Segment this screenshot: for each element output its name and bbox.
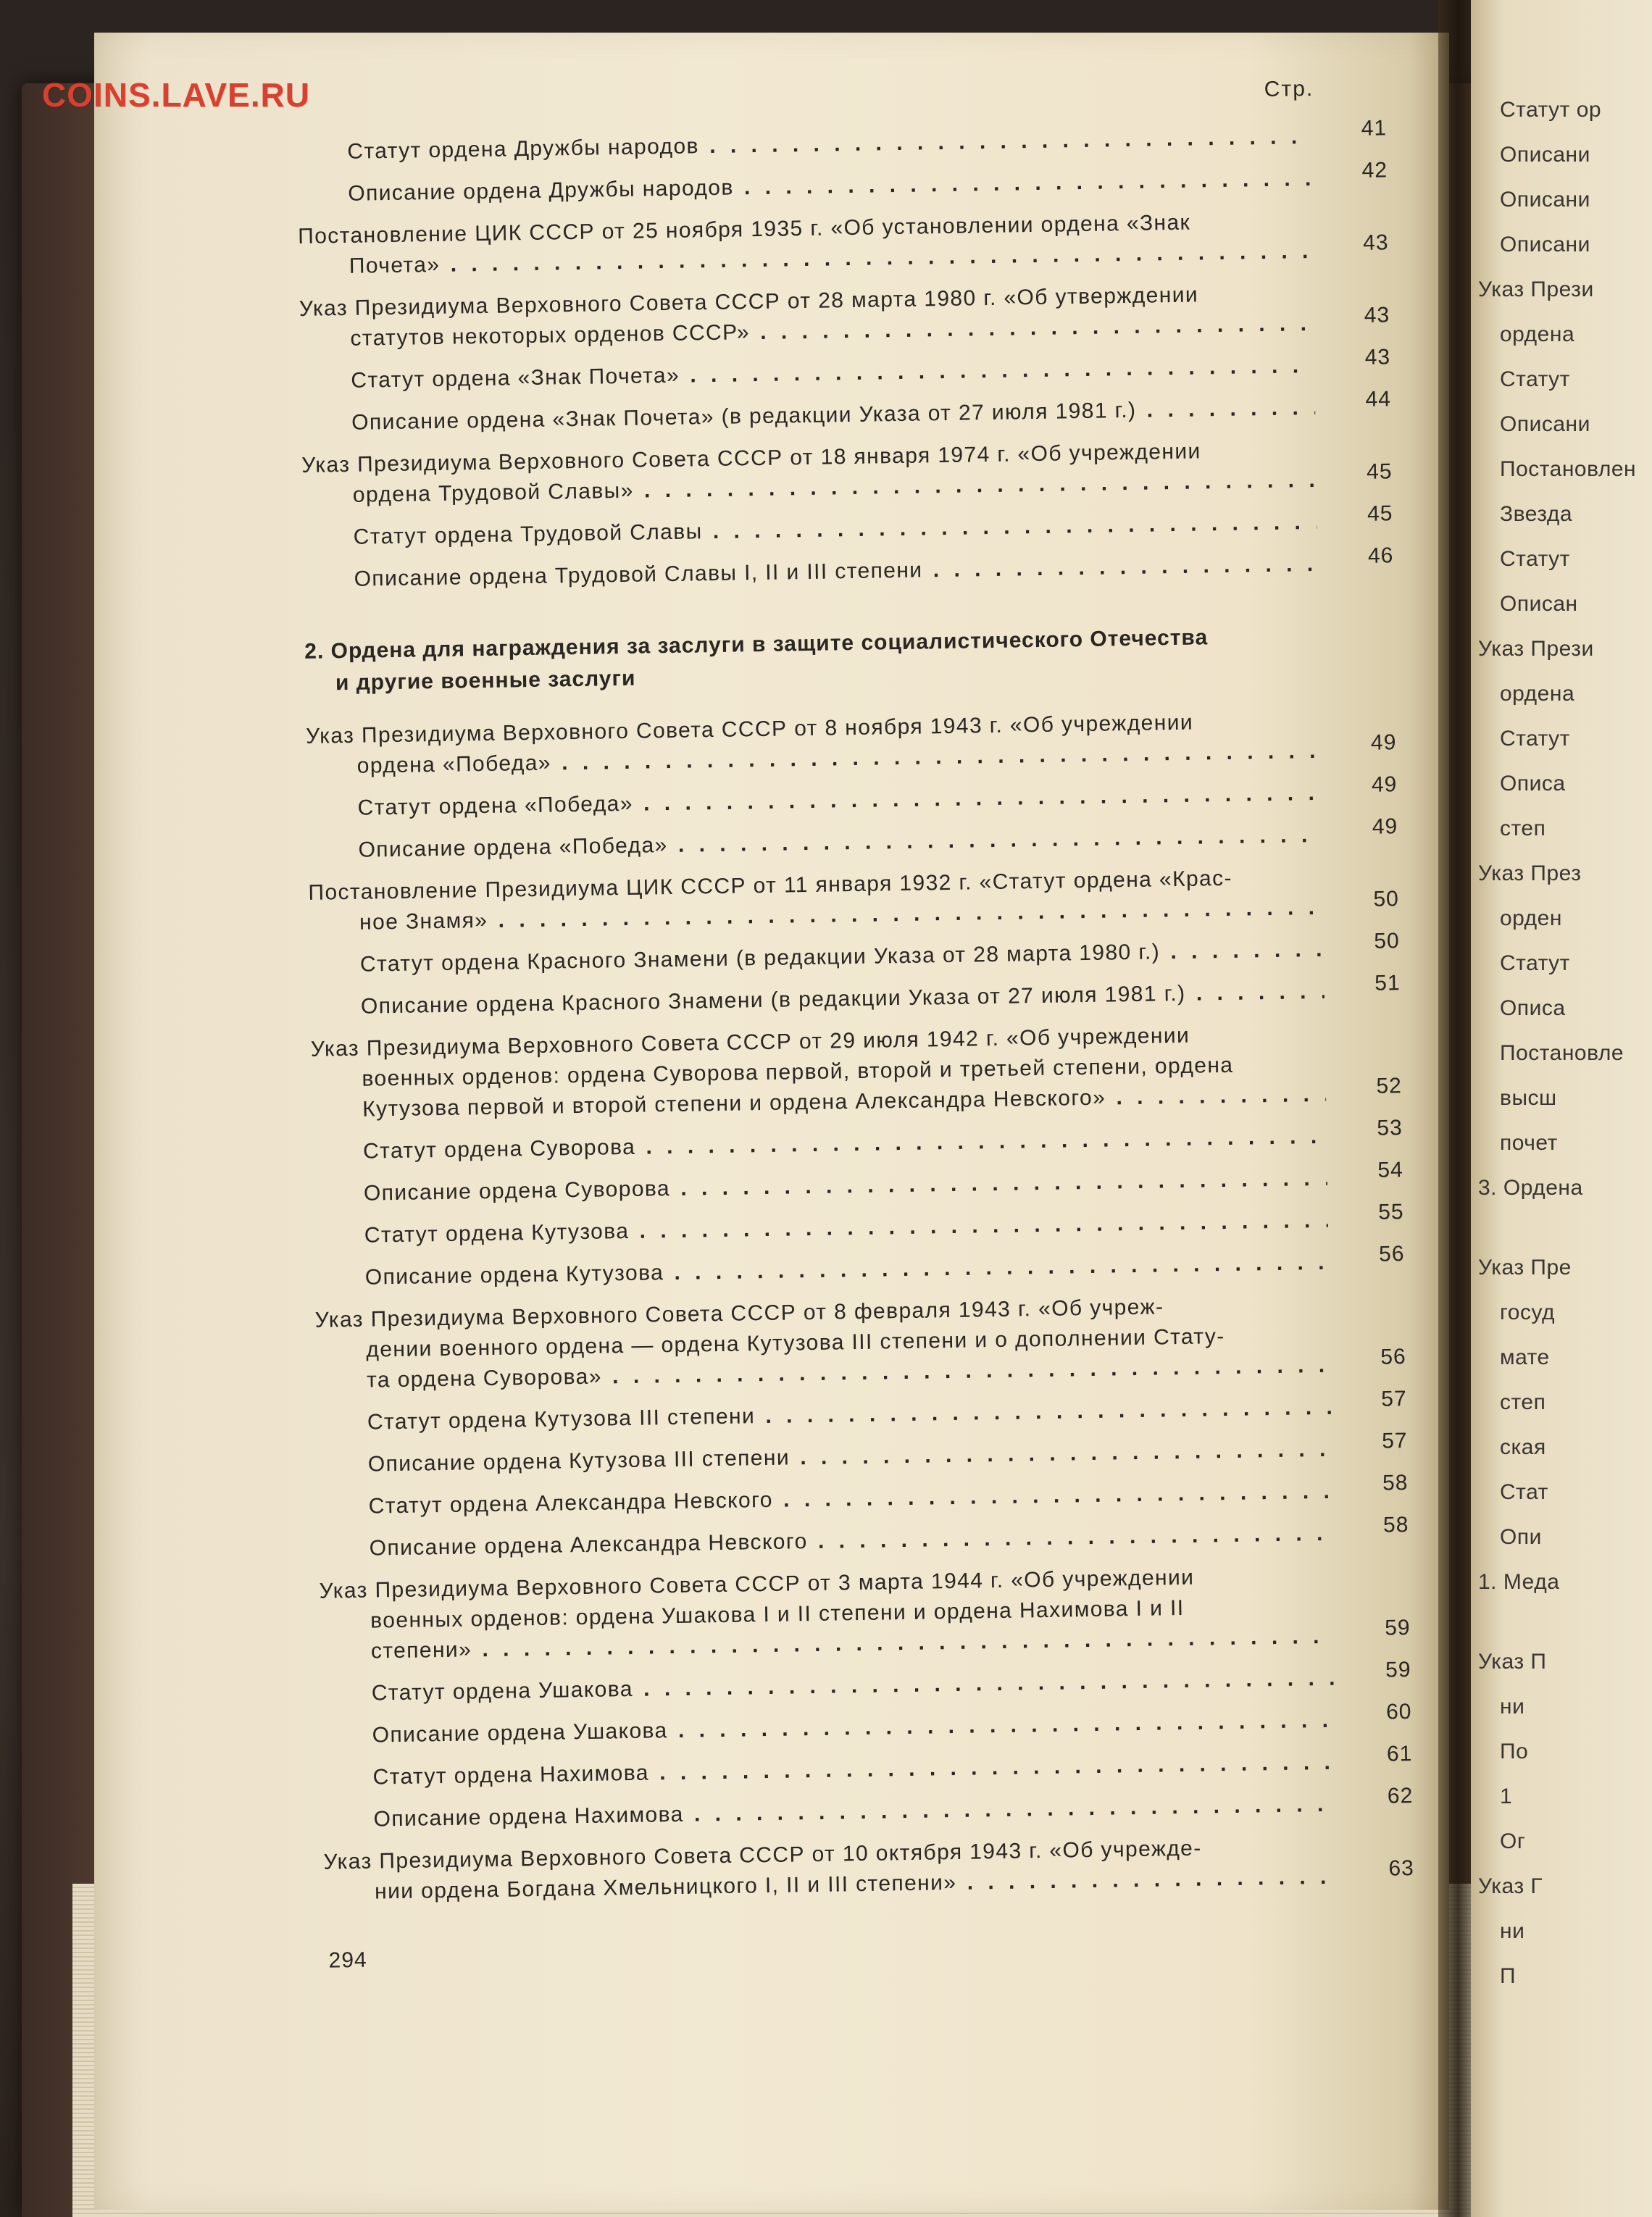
- right-page-text-fragment: ни: [1500, 1695, 1525, 1719]
- toc-page-number: 55: [1377, 1200, 1404, 1224]
- toc-page-number: 43: [1362, 230, 1389, 255]
- toc-entry: [372, 1700, 1412, 1751]
- toc-entry: [367, 1429, 1408, 1480]
- toc-entry: [305, 706, 1397, 782]
- toc-page-number: 62: [1387, 1784, 1414, 1808]
- toc-page-number: 44: [1365, 387, 1392, 412]
- right-page-text-fragment: Статут: [1500, 951, 1570, 975]
- toc-page-number: 49: [1372, 814, 1398, 839]
- toc-entry: [371, 1658, 1411, 1709]
- right-page-text-fragment: Указ През: [1478, 861, 1582, 885]
- right-page-text-fragment: 3. Ордена: [1478, 1176, 1583, 1200]
- toc-entry: [372, 1742, 1413, 1793]
- right-page-text-fragment: почет: [1500, 1131, 1558, 1155]
- right-page-text-fragment: Указ Г: [1478, 1874, 1543, 1898]
- toc-entry-text: Описание ордена Трудовой Славы I, II и III степени . . .: [354, 549, 1317, 595]
- right-page-text-fragment: Указ Пре: [1478, 1256, 1572, 1279]
- toc-entry-text: Указ Президиума Верховного Совета СССР от 10 октября 1943 г. «Об учрежде-: [323, 1836, 1202, 1874]
- toc-entry: [359, 929, 1400, 980]
- right-page-text-fragment: Описа: [1500, 772, 1566, 796]
- toc-entry-text: Описание ордена Александра Невского . . .: [369, 1519, 1332, 1564]
- toc-page-number: 43: [1364, 303, 1390, 327]
- toc-entry-text: та ордена Суворова» . . .: [316, 1350, 1330, 1397]
- watermark: COINS.LAVE.RU: [42, 76, 310, 114]
- right-page-text-fragment: Постановлен: [1500, 457, 1637, 481]
- toc-page-number: 56: [1378, 1242, 1405, 1266]
- toc-entry-text: Указ Президиума Верховного Совета СССР от 29 июля 1942 г. «Об учреждении: [310, 1023, 1190, 1061]
- toc-entry-text: статутов некоторых орденов СССР» . . .: [299, 309, 1314, 355]
- right-page-text-fragment: ордена: [1500, 682, 1575, 706]
- right-page-text-fragment: высш: [1500, 1086, 1557, 1110]
- toc-page-number: 52: [1376, 1074, 1403, 1098]
- toc-page-number: 49: [1371, 772, 1398, 797]
- section-heading: [304, 620, 1319, 700]
- right-page: [1471, 0, 1652, 2217]
- toc-entry-text: Статут ордена Кутузова III степени . . .: [367, 1393, 1331, 1438]
- toc-entry: [354, 543, 1394, 595]
- toc-entry: [363, 1158, 1403, 1209]
- toc-page-number: 45: [1367, 501, 1393, 526]
- toc-entry: [351, 387, 1392, 438]
- toc-entry-text: Описание ордена Дружбы народов . . .: [348, 164, 1311, 209]
- right-page-text-fragment: орден: [1500, 906, 1562, 930]
- toc-page-number: 41: [1361, 116, 1388, 141]
- toc-page-number: 50: [1373, 887, 1400, 911]
- toc-entry-text: степени» . . .: [320, 1621, 1335, 1668]
- right-page-text-fragment: Звезда: [1500, 502, 1573, 526]
- table-of-contents: [296, 70, 1415, 2006]
- right-page-text-fragment: Ог: [1500, 1829, 1526, 1853]
- right-page-text-fragment: ордена: [1500, 322, 1575, 346]
- toc-page-number: 63: [1388, 1856, 1415, 1881]
- toc-entry: [310, 1019, 1403, 1126]
- toc-entry: [358, 814, 1398, 866]
- toc-entry: [357, 772, 1398, 824]
- right-page-text-fragment: Указ Прези: [1478, 637, 1594, 661]
- toc-entry: [297, 206, 1389, 283]
- right-page-text-fragment: Описани: [1500, 143, 1590, 167]
- toc-entry-text: Постановление ЦИК СССР от 25 ноября 1935 г. «Об установлении ордена «Знак: [297, 210, 1191, 249]
- toc-entry-text: Описание ордена Кутузова . . .: [365, 1248, 1329, 1293]
- right-page-text-fragment: Описани: [1500, 233, 1590, 256]
- toc-entry-text: Указ Президиума Верховного Совета СССР от 8 февраля 1943 г. «Об учреж-: [314, 1295, 1164, 1332]
- toc-entry: [368, 1471, 1409, 1522]
- toc-entry: [373, 1784, 1414, 1835]
- toc-entry: [301, 435, 1393, 512]
- right-page-text-fragment: Описани: [1500, 188, 1590, 212]
- toc-page-number: 43: [1364, 345, 1391, 370]
- toc-entry-text: Статут ордена Нахимова . . .: [372, 1748, 1336, 1793]
- toc-page-number: 61: [1386, 1742, 1413, 1766]
- toc-entry-text: Статут ордена «Победа» . . .: [357, 778, 1321, 824]
- toc-entry-text: Указ Президиума Верховного Совета СССР от 3 марта 1944 г. «Об учреждении: [319, 1565, 1195, 1603]
- toc-entry: [351, 345, 1391, 396]
- toc-entry: [362, 1116, 1403, 1167]
- toc-entry: [369, 1513, 1409, 1564]
- toc-page-number: 58: [1382, 1513, 1409, 1537]
- toc-entry: [367, 1387, 1407, 1438]
- toc-entry: [364, 1200, 1404, 1251]
- toc-entry: [319, 1561, 1411, 1668]
- toc-entry-text: Статут ордена Суворова . . .: [363, 1122, 1327, 1167]
- toc-entry-text: Статут ордена Трудовой Славы . . .: [353, 507, 1317, 553]
- toc-entry-text: Указ Президиума Верховного Совета СССР от 8 ноября 1943 г. «Об учреждении: [305, 710, 1194, 748]
- section-heading-line: и другие военные заслуги: [335, 666, 636, 696]
- toc-entry-text: ордена Трудовой Славы» . . .: [302, 465, 1317, 512]
- toc-page-number: 49: [1370, 730, 1397, 755]
- toc-entry-text: военных орденов: ордена Суворова первой, второй и третьей степени, ордена: [362, 1053, 1234, 1091]
- toc-entry-text: нии ордена Богдана Хмельницкого I, II и III степени» . . .: [324, 1862, 1338, 1908]
- toc-entry-text: Описание ордена Суворова . . .: [364, 1164, 1327, 1209]
- right-page-text-fragment: Стат: [1500, 1480, 1548, 1504]
- toc-entry-text: Статут ордена Александра Невского . . .: [368, 1477, 1332, 1522]
- toc-entry: [308, 862, 1400, 939]
- section-heading-line: 2. Ордена для награждения за заслуги в защите социалистического Отечества: [304, 625, 1209, 664]
- toc-entry-text: Статут ордена Красного Знамени (в редакции Указа от 28 марта 1980 г.) . . .: [360, 935, 1324, 980]
- toc-page-number: 56: [1380, 1345, 1406, 1369]
- toc-entry-text: Почета» . . .: [299, 236, 1313, 283]
- toc-entry-text: военных орденов: ордена Ушакова I и II степени и ордена Нахимова I и II: [370, 1595, 1185, 1633]
- toc-entry: [347, 116, 1388, 167]
- toc-page-number: 54: [1377, 1158, 1403, 1182]
- right-page-text-fragment: Указ П: [1478, 1650, 1547, 1674]
- right-page-text-fragment: Описа: [1500, 996, 1566, 1020]
- right-page-text-fragment: П: [1500, 1964, 1517, 1988]
- toc-entry-text: Описание ордена «Знак Почета» (в редакции Указа от 27 июля 1981 г.) . . .: [351, 393, 1315, 438]
- toc-entry-text: Кутузова первой и второй степени и ордена Александра Невского» . . .: [312, 1080, 1326, 1126]
- right-page-text-fragment: Опи: [1500, 1525, 1542, 1549]
- toc-page-number: 50: [1374, 929, 1400, 953]
- toc-entry-text: Указ Президиума Верховного Совета СССР от 28 марта 1980 г. «Об утверждении: [299, 283, 1199, 321]
- toc-page-number: 45: [1366, 459, 1393, 484]
- right-page-text-fragment: По: [1500, 1740, 1529, 1763]
- page-number: 294: [328, 1947, 367, 1973]
- right-page-text-fragment: Статут: [1500, 727, 1570, 751]
- toc-entry: [364, 1242, 1405, 1293]
- right-page-text-fragment: Описани: [1500, 412, 1590, 436]
- toc-entry-text: Описание ордена Кутузова III степени . . .: [368, 1435, 1332, 1480]
- toc-entry-text: Постановление Президиума ЦИК СССР от 11 января 1932 г. «Статут ордена «Крас-: [308, 866, 1233, 905]
- toc-entry-text: Описание ордена Красного Знамени (в редакции Указа от 27 июля 1981 г.) . . .: [361, 977, 1324, 1022]
- toc-entry-text: Статут ордена Ушакова . . .: [372, 1663, 1335, 1709]
- toc-page-number: 57: [1381, 1429, 1408, 1453]
- toc-page-number: 42: [1361, 158, 1388, 183]
- page-column-header: Стр.: [1264, 76, 1314, 102]
- right-page-text-fragment: Постановле: [1500, 1041, 1624, 1065]
- right-page-text-fragment: Статут: [1500, 367, 1570, 391]
- toc-entry: [323, 1832, 1415, 1908]
- right-page-text-fragment: Указ Прези: [1478, 277, 1594, 301]
- right-page-text-fragment: Статут ор: [1500, 98, 1602, 122]
- right-page-text-fragment: ни: [1500, 1919, 1525, 1943]
- right-page-text-fragment: Статут: [1500, 547, 1570, 571]
- toc-entry-text: Описание ордена Нахимова . . .: [373, 1790, 1337, 1835]
- right-page-text-fragment: ская: [1500, 1435, 1546, 1459]
- right-page-text-fragment: 1: [1500, 1784, 1513, 1808]
- toc-page-number: 60: [1385, 1700, 1412, 1724]
- right-page-text-fragment: госуд: [1500, 1300, 1555, 1324]
- toc-entry-text: Описание ордена Ушакова . . .: [372, 1705, 1335, 1751]
- right-page-text-fragment: 1. Меда: [1478, 1570, 1560, 1594]
- toc-entry: [348, 158, 1388, 209]
- toc-entry-text: Указ Президиума Верховного Совета СССР от 18 января 1974 г. «Об учреждении: [301, 439, 1201, 477]
- right-page-text-fragment: Описан: [1500, 592, 1578, 616]
- toc-entry: [314, 1290, 1406, 1397]
- right-page-text-fragment: мате: [1500, 1345, 1550, 1369]
- toc-page-number: 57: [1380, 1387, 1407, 1411]
- toc-page-number: 46: [1367, 543, 1394, 568]
- toc-page-number: 59: [1384, 1616, 1411, 1640]
- toc-entry-text: Статут ордена «Знак Почета» . . .: [351, 351, 1314, 396]
- right-page-text-fragment: степ: [1500, 1390, 1546, 1414]
- toc-page-number: 53: [1377, 1116, 1403, 1140]
- toc-entry-text: ное Знамя» . . .: [309, 893, 1323, 939]
- toc-page-number: 59: [1385, 1658, 1411, 1682]
- toc-entry: [360, 971, 1401, 1022]
- toc-entry-text: Статут ордена Кутузова . . .: [364, 1206, 1328, 1251]
- toc-entry: [353, 501, 1393, 553]
- toc-page-number: 58: [1382, 1471, 1409, 1495]
- toc-entry: [299, 278, 1390, 355]
- toc-entry-text: Статут ордена Дружбы народов . . .: [347, 122, 1311, 167]
- toc-entry-text: дении военного ордена — ордена Кутузова III степени и о дополнении Стату-: [366, 1324, 1225, 1362]
- toc-entry-text: Описание ордена «Победа» . . .: [358, 820, 1322, 866]
- toc-entry-text: ордена «Победа» . . .: [306, 736, 1320, 782]
- right-page-text-fragment: степ: [1500, 817, 1546, 840]
- toc-page-number: 51: [1374, 971, 1401, 995]
